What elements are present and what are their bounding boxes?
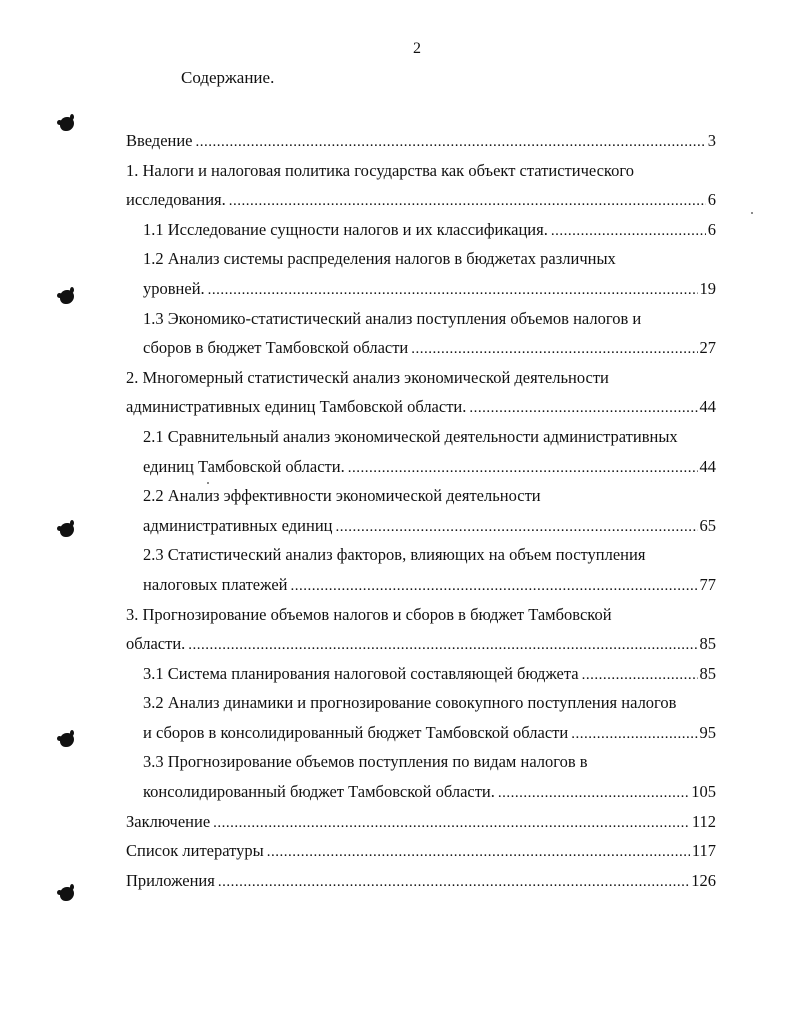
toc-entry-page: 6: [707, 190, 716, 210]
dot-leader: [218, 868, 689, 898]
toc-entry: [126, 363, 716, 393]
toc-entry-text: административных единиц Тамбовской области.: [126, 397, 467, 417]
toc-entry: [126, 481, 716, 511]
toc-entry: [126, 304, 716, 334]
toc-entry-text: налоговых платежей: [143, 574, 288, 594]
dot-leader: [208, 276, 698, 306]
toc-entry-text: 1.1 Исследование сущности налогов и их классификация.: [143, 219, 548, 239]
dot-leader: [335, 513, 697, 543]
toc-entry: [126, 836, 716, 866]
toc-entry: [126, 156, 716, 186]
toc-entry-page: 3: [707, 131, 716, 150]
toc-entry-page: 19: [699, 278, 716, 298]
toc-entry-text: 3.3 Прогнозирование объемов поступления по видам налогов в: [143, 752, 588, 772]
toc-entry-page: 85: [699, 634, 716, 654]
toc-entry-text: области.: [126, 634, 186, 654]
toc-entry-page: 77: [699, 574, 716, 594]
toc-entry-text: 2.3 Статистический анализ факторов, влияющих на объем поступления: [143, 545, 646, 565]
toc-entry: [126, 777, 716, 807]
toc-entry-text: Введение: [126, 131, 193, 150]
toc-entry: [126, 570, 716, 600]
toc-entry: [126, 185, 716, 215]
toc-entry-text: 3. Прогнозирование объемов налогов и сборов в бюджет Тамбовской: [126, 604, 612, 624]
punch-hole-mark: [60, 117, 74, 131]
toc-entry: [126, 244, 716, 274]
punch-hole-mark: [60, 523, 74, 537]
toc-entry-text: 3.1 Система планирования налоговой составляющей бюджета: [143, 663, 579, 683]
toc-entry-text: уровней.: [143, 278, 205, 298]
toc-entry-page: 85: [699, 663, 716, 683]
toc-entry-text: 2. Многомерный статистическй анализ экономической деятельности: [126, 367, 609, 387]
dot-leader: [551, 217, 706, 247]
toc-entry-page: 44: [699, 456, 716, 476]
toc-entry: [126, 866, 716, 896]
toc-entry: [126, 274, 716, 304]
dot-leader: [290, 572, 697, 602]
toc-entry: [126, 392, 716, 422]
table-of-contents: [126, 126, 716, 895]
page-title: Содержание.: [181, 68, 275, 87]
toc-entry-text: административных единиц: [143, 515, 333, 535]
toc-entry-page: 112: [691, 811, 716, 831]
toc-entry-text: 3.2 Анализ динамики и прогнозирование совокупного поступления налогов: [143, 693, 677, 713]
toc-entry-text: исследования.: [126, 190, 226, 210]
toc-entry: [126, 718, 716, 748]
toc-entry: [126, 540, 716, 570]
toc-entry-text: 1. Налоги и налоговая политика государства как объект статистического: [126, 160, 634, 180]
toc-entry-text: Приложения: [126, 870, 215, 890]
toc-entry-text: Заключение: [126, 811, 211, 831]
toc-entry-text: 2.2 Анализ эффективности экономической деятельности: [143, 486, 541, 506]
dot-leader: [267, 838, 690, 868]
toc-entry-text: консолидированный бюджет Тамбовской области.: [143, 782, 495, 802]
toc-entry: [126, 452, 716, 482]
dot-leader: [196, 128, 706, 158]
toc-entry: [126, 747, 716, 777]
toc-entry-page: 27: [699, 338, 716, 358]
dot-leader: [571, 720, 697, 750]
toc-entry-page: 44: [699, 397, 716, 417]
toc-entry: [126, 126, 716, 156]
punch-hole-mark: [60, 887, 74, 901]
dot-leader: [213, 809, 690, 839]
toc-entry-page: 6: [707, 219, 716, 239]
toc-entry: [126, 215, 716, 245]
toc-entry: [126, 688, 716, 718]
toc-entry-text: Список литературы: [126, 841, 264, 861]
toc-entry-page: 65: [699, 515, 716, 535]
toc-entry-text: 1.3 Экономико-статистический анализ поступления объемов налогов и: [143, 308, 642, 328]
toc-entry: [126, 659, 716, 689]
dot-leader: [498, 779, 689, 809]
toc-entry-page: 126: [691, 870, 716, 890]
dot-leader: [188, 631, 697, 661]
toc-entry-text: 1.2 Анализ системы распределения налогов в бюджетах различных: [143, 249, 616, 269]
toc-entry-page: 95: [699, 722, 716, 742]
toc-entry: [126, 511, 716, 541]
toc-entry-text: сборов в бюджет Тамбовской области: [143, 338, 409, 358]
punch-hole-mark: [60, 733, 74, 747]
dot-leader: [411, 335, 697, 365]
toc-entry: [126, 629, 716, 659]
scan-speck: [207, 482, 209, 484]
dot-leader: [469, 394, 697, 424]
toc-entry: [126, 422, 716, 452]
toc-entry-page: 105: [691, 782, 716, 802]
punch-hole-mark: [60, 290, 74, 304]
dot-leader: [348, 454, 698, 484]
toc-entry-text: и сборов в консолидированный бюджет Тамбовской области: [143, 722, 569, 742]
dot-leader: [582, 661, 698, 691]
toc-entry-text: 2.1 Сравнительный анализ экономической деятельности административных: [143, 426, 678, 446]
dot-leader: [229, 187, 706, 217]
toc-entry-page: 117: [691, 841, 716, 861]
toc-entry: [126, 333, 716, 363]
toc-entry: [126, 600, 716, 630]
page-number: 2: [413, 40, 421, 57]
toc-entry-text: единиц Тамбовской области.: [143, 456, 345, 476]
scan-speck: [751, 212, 753, 214]
toc-entry: [126, 807, 716, 837]
